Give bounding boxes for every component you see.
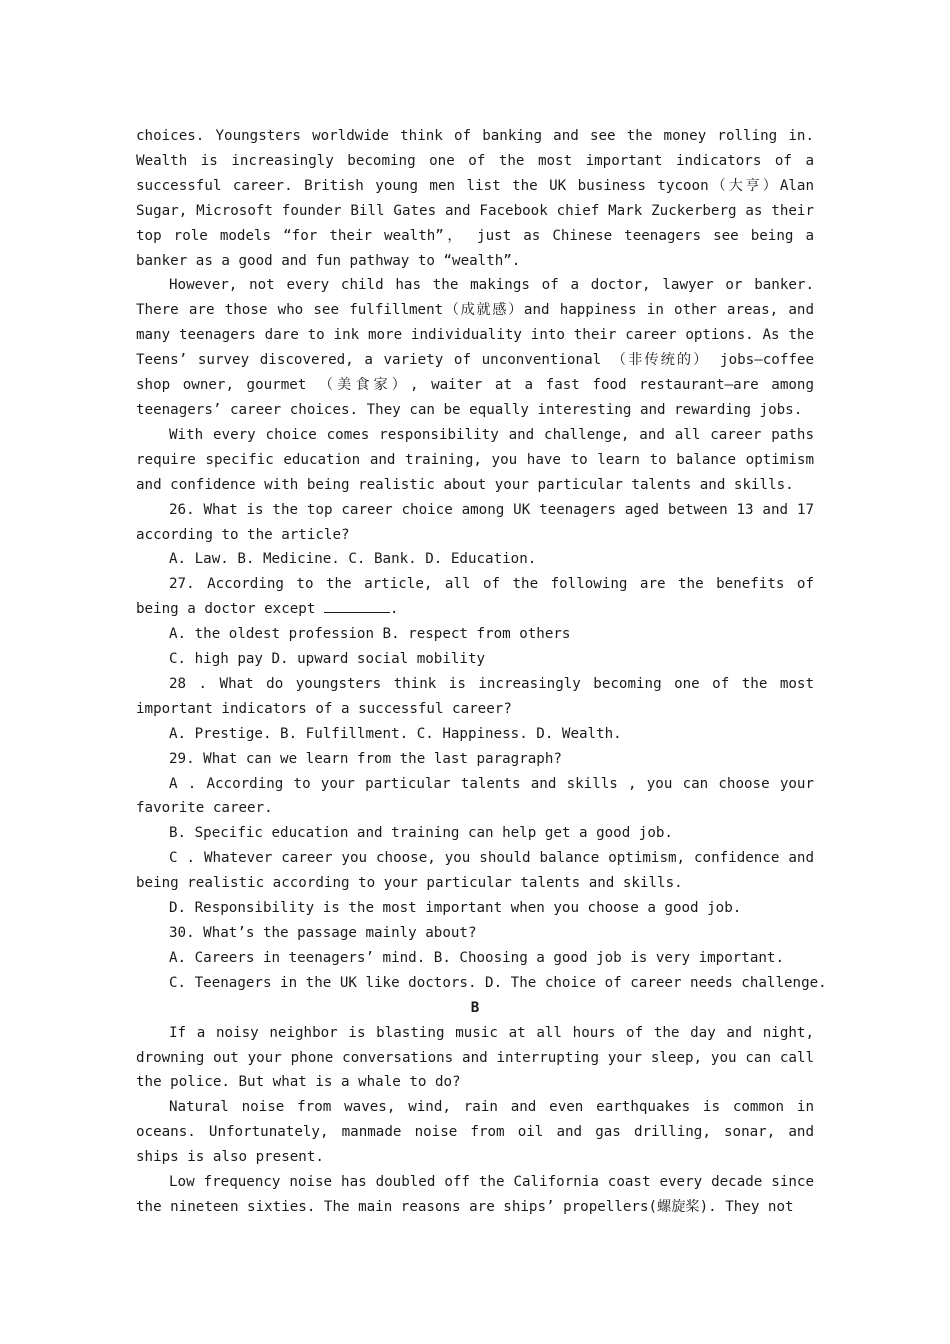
document-page	[136, 124, 827, 1220]
section-b-heading: B	[470, 999, 480, 1016]
question-29-option-b: B. Specific education and training can help get a good job.	[169, 825, 673, 842]
question-29: 29. What can we learn from the last paragraph?	[169, 750, 562, 767]
question-27	[136, 572, 814, 622]
question-27-period: .	[389, 601, 399, 618]
paragraph-low-frequency: Low frequency noise has doubled off the California coast every decade since the nineteen sixties. The main reasons are ships’ propellers(螺旋桨). They not	[136, 1174, 814, 1215]
question-27-text: 27. According to the article, all of the following are the benefits of being a doctor except	[136, 576, 814, 618]
paragraph-however: However, not every child has the makings of a doctor, lawyer or banker. There are those who see fulfillment（成就感）and happiness in other areas, and many teenagers dare to ink more individuality into their career options. As the Teens’ survey discovered, a variety of unconventional （非传统的） jobs—coffee shop owner, gourmet （美食家）, waiter at a fast food restaurant—are among teenagers’ career choices. They can be equally interesting and rewarding jobs.	[136, 277, 814, 418]
question-29-option-d: D. Responsibility is the most important when you choose a good job.	[169, 900, 742, 917]
paragraph-responsibility: With every choice comes responsibility and challenge, and all career paths require specific education and training, you have to learn to balance optimism and confidence with being realistic about your particular talents and skills.	[136, 426, 814, 493]
paragraph-choices: choices. Youngsters worldwide think of banking and see the money rolling in. Wealth is increasingly becoming one of the most important indicators of a successful career. British young men list the UK business tycoon（大亨）Alan Sugar, Microsoft founder Bill Gates and Facebook chief Mark Zuckerberg as their top role models “for their wealth”， just as Chinese teenagers see being a banker as a good and fun pathway to “wealth”.	[136, 128, 814, 269]
question-28-options: A. Prestige. B. Fulfillment. C. Happiness. D. Wealth.	[169, 725, 622, 742]
question-29-option-a: A . According to your particular talents and skills , you can choose your favorite career.	[136, 775, 814, 817]
question-30: 30. What’s the passage mainly about?	[169, 925, 477, 941]
question-28: 28 . What do youngsters think is increasingly becoming one of the most important indicators of a successful career?	[136, 675, 814, 717]
paragraph-noisy-neighbor: If a noisy neighbor is blasting music at all hours of the day and night, drowning out your phone conversations and interrupting your sleep, you can call the police. But what is a whale to do?	[136, 1024, 814, 1091]
question-30-options-1: A. Careers in teenagers’ mind. B. Choosing a good job is very important.	[169, 949, 784, 966]
question-26-options: A. Law. B. Medicine. C. Bank. D. Education.	[169, 551, 537, 568]
question-29-option-c: C . Whatever career you choose, you should balance optimism, confidence and being realistic according to your particular talents and skills.	[136, 850, 814, 892]
question-27-options-1: A. the oldest profession B. respect from others	[169, 626, 571, 643]
question-26: 26. What is the top career choice among UK teenagers aged between 13 and 17 according to the article?	[136, 501, 814, 543]
answer-blank	[324, 612, 390, 613]
question-30-options-2: C. Teenagers in the UK like doctors. D. The choice of career needs challenge.	[169, 974, 827, 991]
question-27-options-2: C. high pay D. upward social mobility	[169, 651, 486, 668]
paragraph-natural-noise: Natural noise from waves, wind, rain and even earthquakes is common in oceans. Unfortunately, manmade noise from oil and gas drilling, sonar, and ships is also present.	[136, 1099, 814, 1166]
